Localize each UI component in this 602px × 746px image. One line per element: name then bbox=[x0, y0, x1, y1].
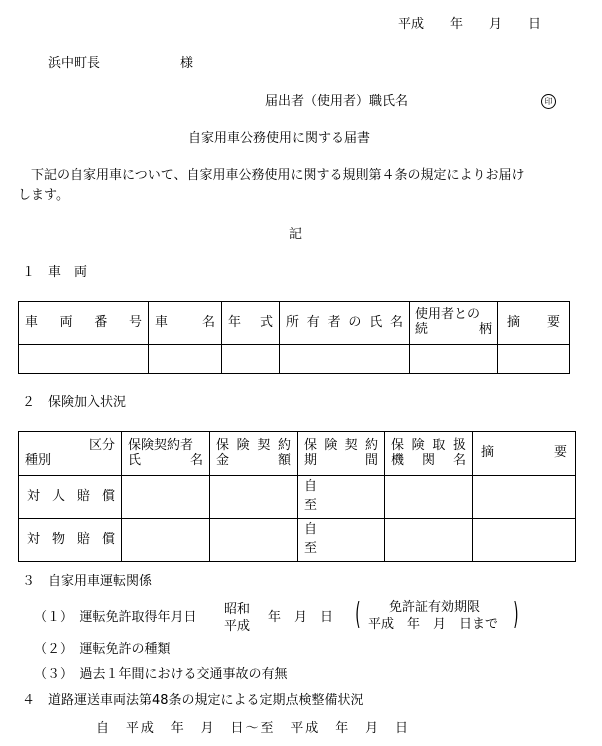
cell-amount-personal[interactable] bbox=[210, 476, 298, 519]
header-insurance-period: 保 険 契 約 期 間 bbox=[298, 432, 385, 476]
cell-vehicle-name[interactable] bbox=[149, 345, 222, 374]
cell-holder-personal[interactable] bbox=[122, 476, 210, 519]
cell-vehicle-number[interactable] bbox=[19, 345, 149, 374]
date-line: 平成 年 月 日 bbox=[398, 17, 542, 32]
header-model-year: 年 式 bbox=[222, 302, 280, 345]
left-paren-icon: ( bbox=[355, 597, 361, 632]
cell-period-property[interactable]: 自 至 bbox=[298, 519, 385, 562]
intro-line-1: 下記の自家用車について、自家用車公務使用に関する規則第４条の規定によりお届け bbox=[18, 168, 525, 183]
intro-line-2: します。 bbox=[18, 188, 69, 203]
header-insured-amount: 保 険 契 約 金 額 bbox=[210, 432, 298, 476]
applicant-label: 届出者（使用者）職氏名 bbox=[265, 94, 409, 109]
header-insurance-remarks: 摘 要 bbox=[473, 432, 576, 476]
right-paren-icon: ) bbox=[513, 597, 519, 632]
cell-period-personal[interactable]: 自 至 bbox=[298, 476, 385, 519]
insurance-row-personal bbox=[19, 476, 576, 519]
cell-holder-property[interactable] bbox=[122, 519, 210, 562]
ki-heading: 記 bbox=[289, 227, 303, 242]
addressee-honorific: 様 bbox=[180, 56, 194, 71]
section1-heading: １ 車 両 bbox=[22, 265, 88, 280]
section3-heading: ３ 自家用車運転関係 bbox=[22, 574, 153, 589]
vehicle-header-row bbox=[19, 302, 570, 345]
header-vehicle-name: 車 名 bbox=[149, 302, 222, 345]
license-date-ymd: 年 月 日 bbox=[268, 610, 334, 625]
header-policy-holder: 保険契約者 氏 名 bbox=[122, 432, 210, 476]
insurance-header-row bbox=[19, 432, 576, 476]
license-date-label: （１） 運転免許取得年月日 bbox=[34, 610, 197, 625]
cell-model-year[interactable] bbox=[222, 345, 280, 374]
cell-amount-property[interactable] bbox=[210, 519, 298, 562]
era-heisei: 平成 bbox=[224, 619, 251, 634]
vehicle-entry-row bbox=[19, 345, 570, 374]
document-title: 自家用車公務使用に関する届書 bbox=[188, 131, 371, 146]
era-stack bbox=[224, 601, 250, 635]
cell-insurer-personal[interactable] bbox=[385, 476, 473, 519]
header-vehicle-number: 車 両 番 号 bbox=[19, 302, 149, 345]
cell-remarks-property[interactable] bbox=[473, 519, 576, 562]
section4-heading: ４ 道路運送車両法第48条の規定による定期点検整備状況 bbox=[22, 693, 364, 708]
accident-history-label: （３） 過去１年間における交通事故の有無 bbox=[34, 667, 288, 682]
seal-icon: 印 bbox=[541, 94, 556, 109]
cell-type-personal: 対 人 賠 償 bbox=[19, 476, 122, 519]
header-owner-name: 所 有 者 の 氏 名 bbox=[280, 302, 410, 345]
vehicle-table bbox=[18, 301, 570, 374]
validity-date: 平成 年 月 日まで bbox=[368, 617, 499, 632]
cell-type-property: 対 物 賠 償 bbox=[19, 519, 122, 562]
header-remarks: 摘 要 bbox=[498, 302, 570, 345]
cell-relationship[interactable] bbox=[410, 345, 498, 374]
cell-owner-name[interactable] bbox=[280, 345, 410, 374]
section2-heading: ２ 保険加入状況 bbox=[22, 395, 127, 410]
era-showa: 昭和 bbox=[224, 602, 251, 617]
cell-insurer-property[interactable] bbox=[385, 519, 473, 562]
insurance-row-property bbox=[19, 519, 576, 562]
insurance-table bbox=[18, 431, 576, 562]
inspection-period: 自 平成 年 月 日～至 平成 年 月 日 bbox=[96, 721, 410, 736]
header-category: 区分 種別 bbox=[19, 432, 122, 476]
license-type-label: （２） 運転免許の種類 bbox=[34, 642, 171, 657]
cell-remarks[interactable] bbox=[498, 345, 570, 374]
header-relationship: 使用者との 続 柄 bbox=[410, 302, 498, 345]
license-validity bbox=[355, 597, 524, 636]
addressee: 浜中町長 bbox=[48, 56, 101, 71]
header-insurer: 保 険 取 扱 機 関 名 bbox=[385, 432, 473, 476]
cell-remarks-personal[interactable] bbox=[473, 476, 576, 519]
validity-label: 免許証有効期限 bbox=[389, 600, 481, 615]
